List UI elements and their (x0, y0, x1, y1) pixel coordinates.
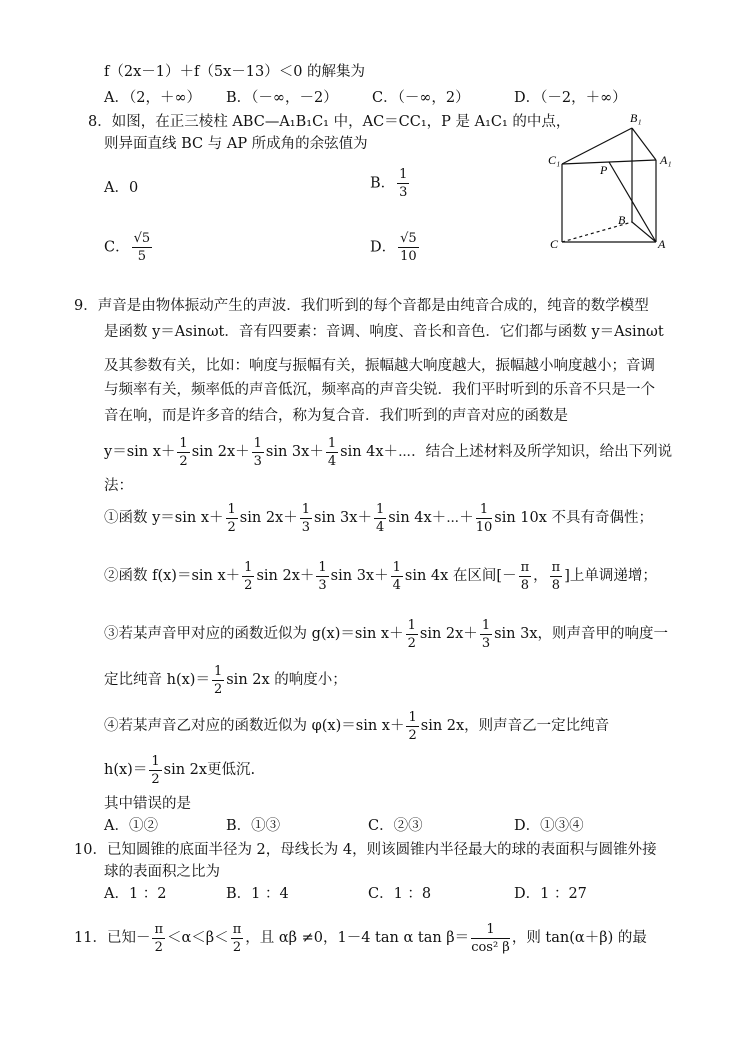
q9-s2-frac-2-num: 1 (318, 559, 327, 575)
q7-option-d: D．（－2，＋∞） (514, 90, 627, 106)
q9-s1-frac-2 (300, 503, 312, 534)
q9-s2-frac-1 (242, 561, 254, 592)
q9-l6-c: sin 3x＋ (265, 444, 324, 460)
q9-s4-frac-1 (406, 711, 418, 742)
q11-line-1 (74, 916, 647, 960)
q9-s4-b: sin 2x，则声音乙一定比纯音 (420, 718, 610, 734)
q11-frac-1-den: 2 (154, 939, 163, 955)
q9-line-1: 9．声音是由物体振动产生的声波．我们听到的每个音都是由纯音合成的，纯音的数学模型 (74, 298, 649, 314)
q9-s1-frac-4-den: 10 (475, 519, 493, 535)
q11-frac-2-num: π (232, 921, 242, 937)
q9-s4-l2-a: h(x)＝ (104, 762, 148, 778)
q9-s2-f: ]上单调递增； (564, 568, 657, 584)
q9-s1-frac-3 (374, 503, 386, 534)
q11-frac-3-num: 1 (471, 923, 510, 939)
q9-s4-l2-frac-num: 1 (151, 753, 160, 769)
edge-b1-a1 (632, 128, 656, 160)
label-c1: C₁ (548, 153, 561, 167)
q9-l6-a: y＝sin x＋ (104, 444, 176, 460)
q9-s1-frac-3-den: 4 (375, 519, 385, 535)
q9-s2-a: ②函数 f(x)＝sin x＋ (104, 568, 241, 584)
q9-s2-frac-1-num: 1 (244, 559, 253, 575)
q9-s1-frac-2-den: 3 (301, 519, 311, 535)
q9-s3-b: sin 2x＋ (419, 626, 478, 642)
q8-option-d-numerator: √5 (400, 231, 417, 246)
q9-s3-frac-1 (406, 619, 418, 650)
q9-statement-4-line-2 (104, 750, 255, 790)
q9-line-4: 与频率有关，频率低的声音低沉，频率高的声音尖锐．我们平时听到的乐音不只是一个 (104, 382, 655, 398)
q11-frac-1 (152, 923, 165, 954)
q10-option-d: D．1 ：27 (514, 886, 587, 902)
q9-s3-frac-2-num: 1 (481, 617, 491, 633)
q8-option-d (370, 232, 421, 263)
q9-s3-c: sin 3x，则声音甲的响度一 (494, 626, 669, 642)
q9-s1-frac-4-num: 1 (476, 503, 493, 519)
q9-l6-frac-3-num: 1 (327, 435, 337, 451)
q9-s3-frac-1-num: 1 (407, 617, 416, 633)
q9-s1-e: sin 10x 不具有奇偶性； (494, 510, 654, 526)
q8-option-d-fraction (398, 232, 419, 263)
q9-s2-d: sin 4x 在区间[－ (404, 568, 517, 584)
q9-s2-frac-5 (550, 561, 563, 592)
q11-d: ，则 tan(α＋β) 的最 (511, 930, 647, 946)
q9-s4-frac-1-den: 2 (408, 727, 417, 743)
q8-option-a: A．0 (104, 180, 139, 196)
label-c: C (550, 237, 559, 250)
q8-option-b (370, 168, 411, 199)
q9-option-a: A．①② (104, 818, 158, 834)
q9-s3-frac-2 (480, 619, 492, 650)
q9-l6-frac-1 (177, 437, 189, 468)
q9-l6-frac-1-den: 2 (179, 453, 188, 469)
q11-frac-1-num: π (154, 921, 163, 937)
q9-s4-l2-frac-den: 2 (151, 771, 160, 787)
q9-l6-frac-2-num: 1 (253, 435, 262, 451)
q9-option-d: D．①③④ (514, 818, 584, 834)
prism-figure (548, 108, 688, 250)
q9-l6-frac-3-den: 4 (327, 453, 337, 469)
q9-statement-2 (104, 556, 657, 596)
q9-s2-frac-3-den: 4 (392, 577, 401, 593)
q9-s1-frac-1 (226, 503, 238, 534)
q9-statement-1 (104, 498, 653, 538)
q9-statement-3 (104, 614, 668, 654)
q11-frac-2-den: 2 (232, 939, 242, 955)
q8-option-c-numerator: √5 (133, 231, 151, 246)
q9-s2-frac-1-den: 2 (244, 577, 253, 593)
q8-option-d-label: D． (370, 239, 397, 256)
q11-c: ，且 αβ ≠0，1－4 tan α tan β＝ (245, 930, 470, 946)
q9-s1-frac-2-num: 1 (301, 501, 311, 517)
q9-s4-l2-frac (149, 755, 161, 786)
q7-tail-line: f（2x－1）＋f（5x－13）＜0 的解集为 (104, 64, 366, 80)
q10-line-2: 球的表面积之比为 (104, 864, 220, 880)
q8-option-b-numerator: 1 (399, 167, 408, 182)
q7-option-b: B．（－∞，－2） (226, 90, 338, 106)
q9-s2-frac-3 (391, 561, 403, 592)
q8-option-c-label: C． (104, 239, 130, 256)
label-b1: B₁ (630, 111, 642, 125)
q8-option-b-label: B． (370, 175, 396, 192)
q9-statement-4 (104, 706, 609, 746)
edge-b-a (632, 222, 656, 242)
label-a1: A₁ (660, 153, 672, 167)
q9-s1-d: sin 4x＋⋯＋ (388, 510, 474, 526)
q9-s1-frac-4 (476, 503, 493, 534)
label-a: A (658, 237, 666, 250)
q7-option-a: A．（2，＋∞） (104, 90, 202, 106)
q9-statement-3-line-2 (104, 660, 347, 700)
q9-l6-b: sin 2x＋ (191, 444, 250, 460)
q9-s2-frac-2-den: 3 (318, 577, 327, 593)
q9-line-2: 是函数 y＝Asinωt．音有四要素：音调、响度、音长和音色．它们都与函数 y＝Asinωt (104, 324, 664, 340)
q9-s1-c: sin 3x＋ (314, 510, 372, 526)
q9-s3-a: ③若某声音甲对应的函数近似为 g(x)＝sin x＋ (104, 626, 404, 642)
q9-line-5: 音在响，而是许多音的结合，称为复合音．我们听到的声音对应的函数是 (104, 408, 568, 424)
q10-option-a: A．1 ：2 (104, 886, 167, 902)
q11-b: ＜α＜β＜ (167, 930, 229, 946)
q9-s3-l2-frac-den: 2 (213, 681, 223, 697)
q8-option-c (104, 232, 154, 263)
q9-l6-d: sin 4x＋⋯．结合上述材料及所学知识，给出下列说 (340, 444, 673, 460)
q9-s4-frac-1-num: 1 (408, 709, 417, 725)
q9-line-3: 及其参数有关，比如：响度与振幅有关，振幅越大响度越大，振幅越小响度越小；音调 (104, 358, 655, 374)
q9-s2-frac-2 (316, 561, 328, 592)
q9-s2-c: sin 3x＋ (330, 568, 389, 584)
q8-line-2: 则异面直线 BC 与 AP 所成角的余弦值为 (104, 136, 368, 152)
q9-l6-frac-1-num: 1 (179, 435, 188, 451)
q9-s1-a: ①函数 y＝sin x＋ (104, 510, 224, 526)
q10-line-1: 10．已知圆锥的底面半径为 2，母线长为 4，则该圆锥内半径最大的球的表面积与圆锥外接 (74, 842, 657, 858)
q9-s3-l2-frac (212, 665, 224, 696)
q11-a: 11．已知－ (74, 930, 151, 946)
q11-frac-3-den: cos² β (471, 939, 510, 955)
q9-s2-frac-4-den: 8 (520, 577, 529, 593)
q10-option-b: B．1 ：4 (226, 886, 289, 902)
q9-l6-frac-2 (252, 437, 264, 468)
q9-option-c: C．②③ (368, 818, 423, 834)
q7-option-c: C．（－∞，2） (372, 90, 470, 106)
q9-s1-b: sin 2x＋ (239, 510, 298, 526)
q9-s2-e: ， (533, 568, 548, 584)
q9-s2-frac-4-num: π (520, 559, 530, 575)
q9-s3-l2-frac-num: 1 (213, 663, 223, 679)
q9-line-7: 法： (104, 478, 133, 494)
q9-s4-a: ④若某声音乙对应的函数近似为 φ(x)＝sin x＋ (104, 718, 405, 734)
q8-option-d-denominator: 10 (400, 249, 417, 264)
label-b: B (618, 213, 626, 227)
q9-ask: 其中错误的是 (104, 796, 191, 812)
q11-frac-2 (231, 923, 244, 954)
q8-option-b-fraction (397, 168, 409, 199)
q9-s2-frac-5-den: 8 (551, 577, 561, 593)
q11-frac-3 (471, 923, 510, 954)
q9-l6-frac-3 (326, 437, 338, 468)
q8-option-c-fraction (132, 232, 153, 263)
q9-line-6 (104, 432, 672, 472)
q8-option-b-denominator: 3 (399, 185, 408, 200)
q9-s3-frac-1-den: 2 (407, 635, 416, 651)
label-p: P (600, 163, 608, 177)
q9-s1-frac-1-num: 1 (227, 501, 236, 517)
q9-s3-frac-2-den: 3 (481, 635, 491, 651)
q9-s3-l2-a: 定比纯音 h(x)＝ (104, 672, 210, 688)
q9-option-b: B．①③ (226, 818, 281, 834)
q9-s4-l2-b: sin 2x更低沉. (163, 762, 256, 778)
q8-option-c-denominator: 5 (137, 249, 147, 264)
q9-s1-frac-3-num: 1 (375, 501, 385, 517)
edge-c1-b1 (562, 128, 632, 164)
q9-s2-frac-5-num: π (551, 559, 561, 575)
q9-s2-frac-4 (519, 561, 532, 592)
q9-s2-frac-3-num: 1 (392, 559, 401, 575)
q8-line-1: 8．如图，在正三棱柱 ABC—A₁B₁C₁ 中，AC＝CC₁，P 是 A₁C₁ 的中点， (88, 114, 571, 130)
q9-s2-b: sin 2x＋ (256, 568, 315, 584)
q9-s1-frac-1-den: 2 (227, 519, 236, 535)
q10-option-c: C．1 ：8 (368, 886, 432, 902)
q9-s3-l2-b: sin 2x 的响度小； (226, 672, 347, 688)
q9-l6-frac-2-den: 3 (253, 453, 262, 469)
